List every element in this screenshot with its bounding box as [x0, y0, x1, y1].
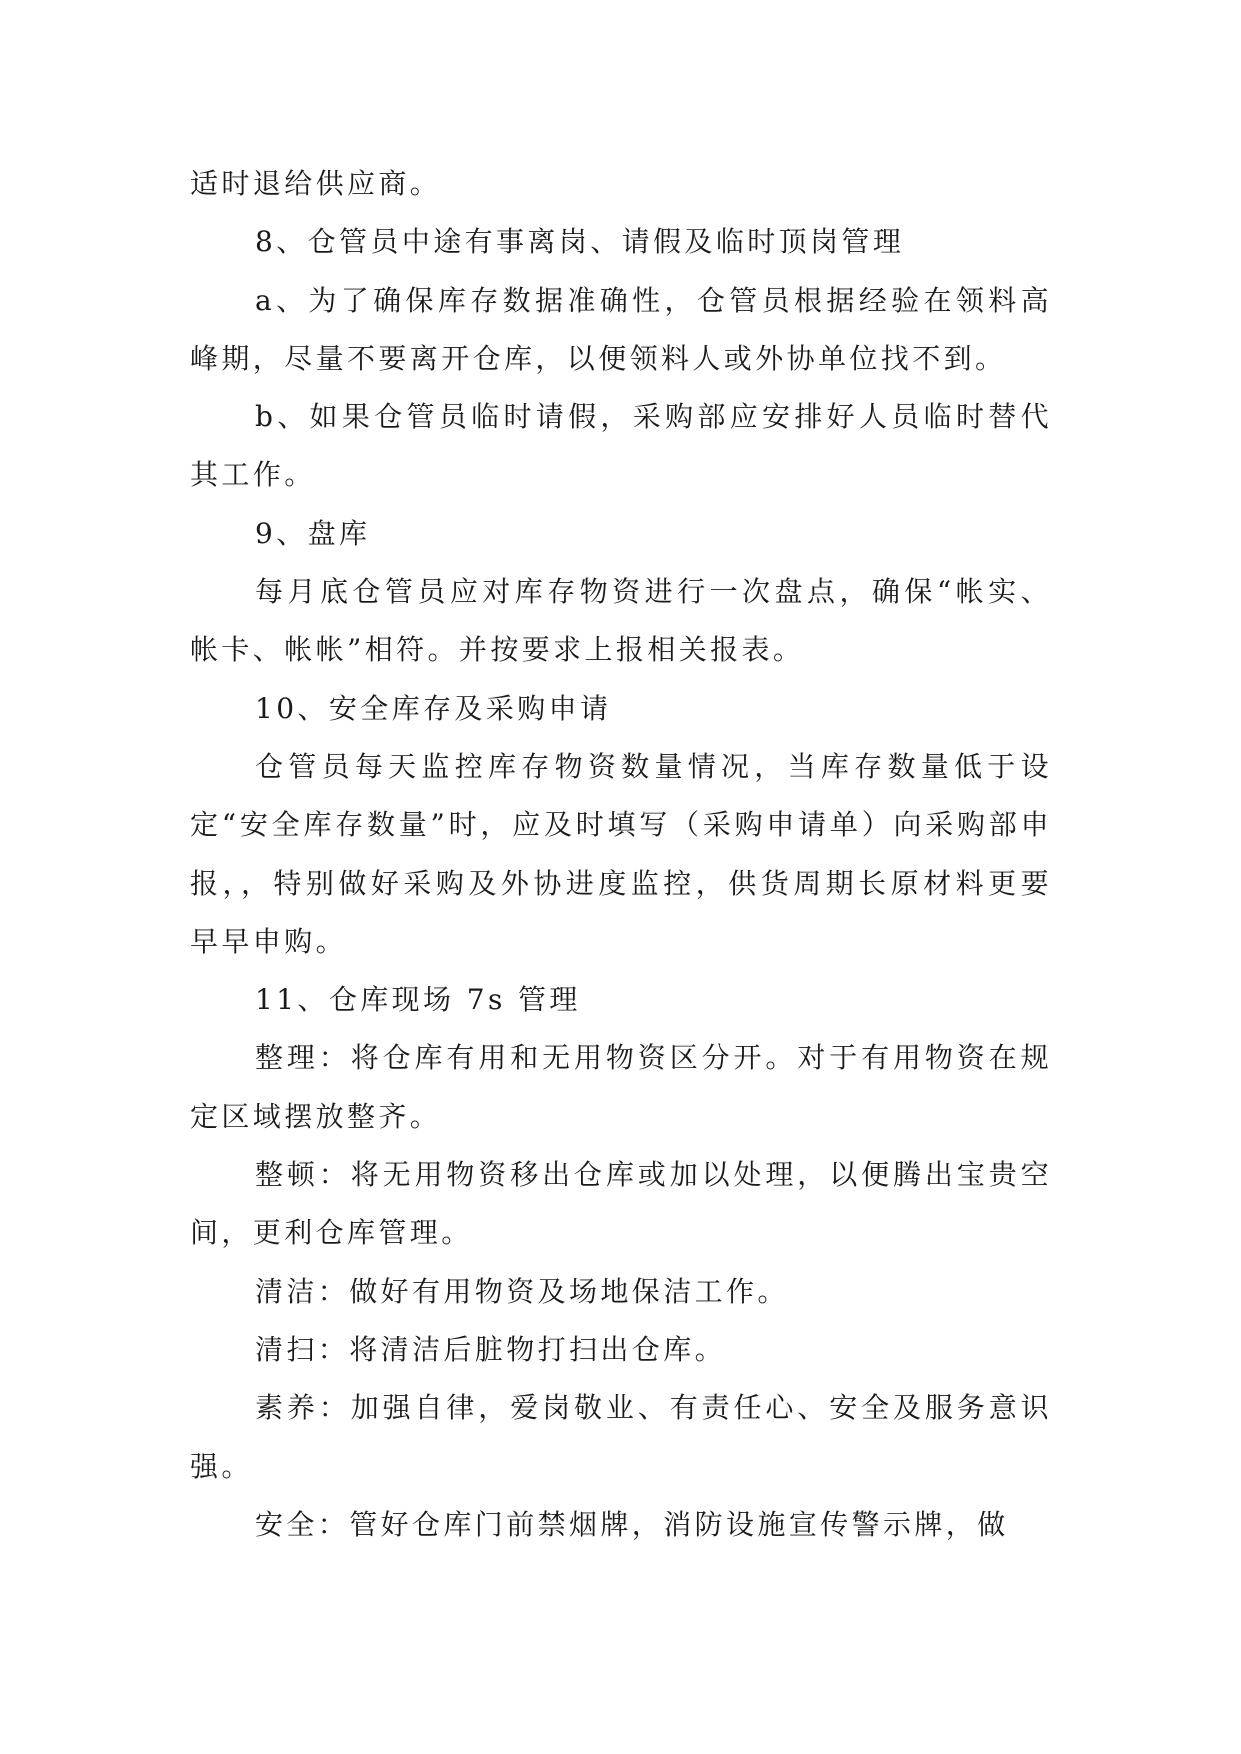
heading-item-11-7s-management: 11、仓库现场 7s 管理 [255, 983, 581, 1017]
paragraph-7s-sort: 整理：将仓库有用和无用物资区分开。对于有用物资在规定区域摆放整齐。 [190, 1041, 1052, 1133]
heading-item-9-inventory-check: 9、盘库 [255, 516, 371, 550]
paragraph-7s-sweep: 清扫：将清洁后脏物打扫出仓库。 [255, 1332, 727, 1366]
paragraph-7s-safety: 安全：管好仓库门前禁烟牌，消防设施宣传警示牌，做 [255, 1507, 1009, 1541]
paragraph-8b: b、如果仓管员临时请假，采购部应安排好人员临时替代其工作。 [190, 400, 1052, 492]
paragraph-7s-set-in-order: 整顿：将无用物资移出仓库或加以处理，以便腾出宝贵空间，更利仓库管理。 [190, 1158, 1052, 1250]
heading-item-8-absence-management: 8、仓管员中途有事离岗、请假及临时顶岗管理 [255, 225, 905, 259]
paragraph-return-to-supplier: 适时退给供应商。 [190, 167, 442, 200]
document-body [190, 155, 1052, 1554]
paragraph-9-monthly-count: 每月底仓管员应对库存物资进行一次盘点，确保“帐实、帐卡、帐帐”相符。并按要求上报相关报表。 [190, 575, 1052, 667]
paragraph-8a: a、为了确保库存数据准确性，仓管员根据经验在领料高峰期，尽量不要离开仓库，以便领料人或外协单位找不到。 [190, 283, 1052, 375]
heading-item-10-safety-stock: 10、安全库存及采购申请 [255, 691, 612, 725]
paragraph-7s-discipline: 素养：加强自律，爱岗敬业、有责任心、安全及服务意识强。 [190, 1391, 1052, 1483]
paragraph-7s-clean: 清洁：做好有用物资及场地保洁工作。 [255, 1274, 789, 1308]
paragraph-10-purchase-request: 仓管员每天监控库存物资数量情况，当库存数量低于设定“安全库存数量”时，应及时填写（采购申请单）向采购部申报，，特别做好采购及外协进度监控，供货周期长原材料更要早早申购。 [190, 749, 1052, 958]
